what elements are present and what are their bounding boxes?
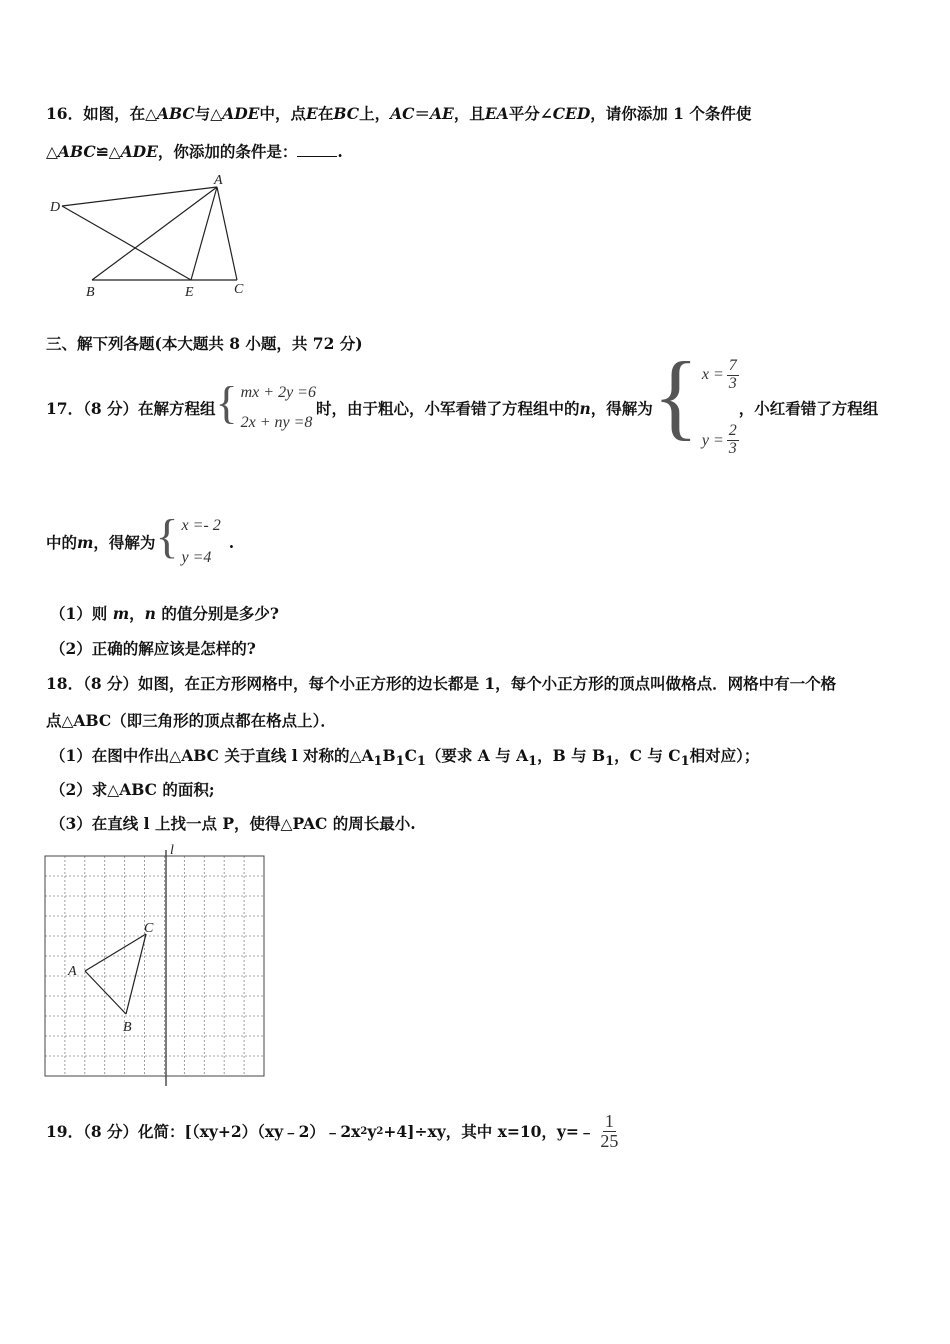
- q18-sub3: （3）在直线 l 上找一点 P，使得△PAC 的周长最小.: [50, 814, 416, 833]
- answer-blank[interactable]: [297, 142, 337, 157]
- segment-DA: [62, 187, 217, 206]
- q18-sub1: （1）在图中作出△ABC 关于直线 l 对称的$\triangle A_1B_1C_1$（要求 A 与 $A_1$，B 与 $B_1$，C 与 $C_1$相对应）；: [50, 746, 760, 770]
- grid-border: [45, 856, 264, 1076]
- q18-line1: 18．（8 分）如图，在正方形网格中，每个小正方形的边长都是 1，每个小正方形的顶点叫做格点．网格中有一个格: [46, 674, 837, 693]
- section-heading: 三、解下列各题(本大题共 8 小题，共 72 分): [46, 334, 363, 353]
- segment-BC: [126, 934, 146, 1014]
- q17-line2: 中的 m ，得解为 { x =- 2 y =4 .: [46, 510, 235, 566]
- solution-system-2: { x =- 2 y =4: [155, 510, 221, 566]
- q18-line2: 点△ABC（即三角形的顶点都在格点上）．: [46, 711, 336, 730]
- label-A: A: [214, 173, 223, 188]
- solution-system-1: { x = $\frac{7}{3}$ y = $\frac{2}{3}$: [652, 342, 737, 458]
- q17-sub2: （2）正确的解应该是怎样的?: [50, 639, 256, 658]
- segment-AB: [85, 971, 126, 1014]
- equation-system: { mx + 2y =6 2x + ny =8: [215, 377, 316, 431]
- label-C: C: [234, 282, 244, 297]
- segment-DE: [62, 206, 191, 280]
- label-E: E: [185, 285, 194, 300]
- label-B: B: [123, 1020, 132, 1035]
- q18-grid-figure: [40, 842, 272, 1092]
- segment-AC: [217, 187, 237, 280]
- triangle-ABC: [85, 934, 146, 1014]
- label-D: D: [50, 200, 61, 215]
- fraction-1-25: $\frac{1}{25}$: [600, 1110, 619, 1151]
- q17-sub1: （1）则 m，n 的值分别是多少?: [50, 604, 279, 623]
- label-l: l: [170, 843, 174, 858]
- segment-EA: [191, 187, 217, 280]
- q17-line1: 17．（8 分）在解方程组 { mx + 2y =6 2x + ny =8 时，由于粗心，小军看错了方程组中的 n ，得解为 { x = $\frac{7}{3}$ y = $\frac{2}{3}$ ，小红看错了方程组: [46, 342, 879, 458]
- label-B: B: [86, 285, 95, 300]
- q19-line: 19．（8 分）化简：[（xy+2）（xy﹣2）﹣2x 2 y 2 +4]÷xy，其中 x=10，y=﹣ $\frac{1}{25}$: [46, 1110, 619, 1151]
- q16-line1: 16．如图，在△ABC与△ADE中，点E在BC上，AC＝AE，且EA平分∠CED，请你添加 1 个条件使: [46, 104, 752, 123]
- q16-line2: △ABC≌△ADE，你添加的条件是： .: [46, 142, 343, 161]
- label-C: C: [144, 921, 154, 936]
- q18-sub2: （2）求△ABC 的面积;: [50, 780, 215, 799]
- segment-AC: [85, 934, 146, 971]
- grid-lines: [45, 856, 264, 1076]
- q16-figure: [44, 172, 264, 302]
- label-A: A: [68, 964, 77, 979]
